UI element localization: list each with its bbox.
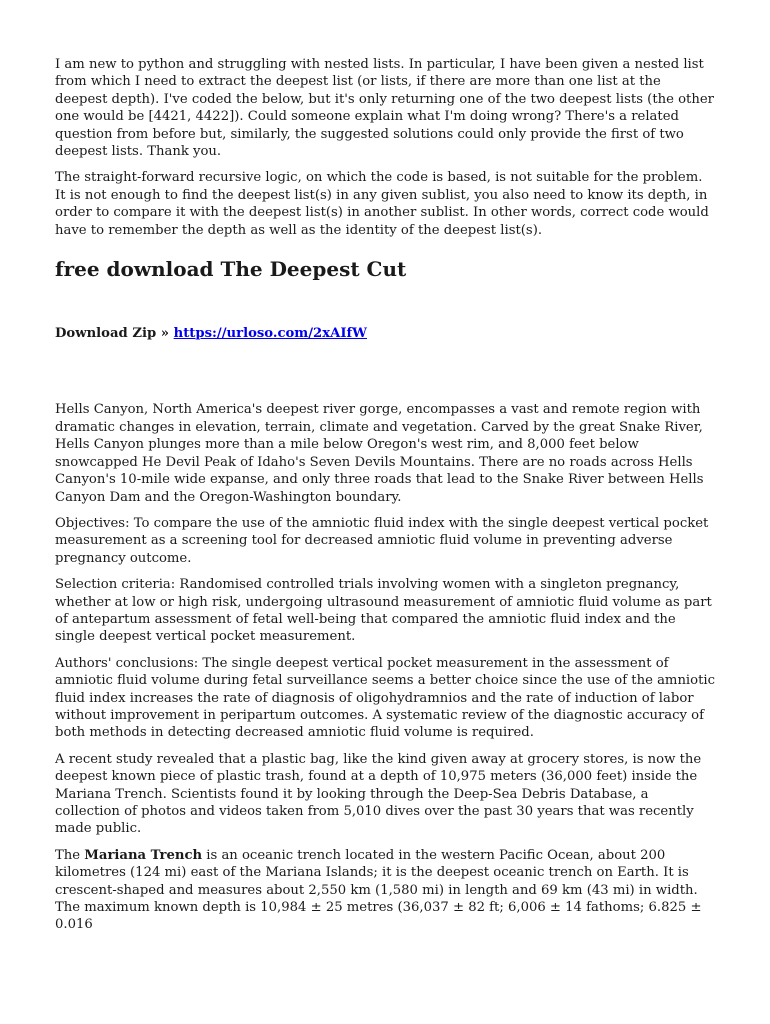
document-page xyxy=(55,56,717,934)
body-paragraph: A recent study revealed that a plastic bag, like the kind given away at grocery stores, is now the deepest known piece of plastic trash, found at a depth of 10,975 meters (36,000 feet) inside the Mariana Trench. Scientists found it by looking through the Deep-Sea Debris Database, a collection of photos and videos taken from 5,010 dives over the past 30 years that was recently made public. xyxy=(55,751,702,837)
body-paragraph: Hells Canyon, North America's deepest river gorge, encompasses a vast and remote region with dramatic changes in elevation, terrain, climate and vegetation. Carved by the great Snake River, Hells Canyon plunges more than a mile below Oregon's west rim, and 8,000 feet below snowcapped He Devil Peak of Idaho's Seven Devils Mountains. There are no roads across Hells Canyon's 10-mile wide expanse, and only three roads that lead to the Snake River between Hells Canyon Dam and the Oregon-Washington boundary. xyxy=(55,402,704,505)
paragraph-rest: is an oceanic trench located in the western Pacific Ocean, about 200 kilometres (124 mi) east of the Mariana Islands; it is the deepest oceanic trench on Earth. It is crescent-shaped and measures about 2,550 km (1,580 mi) in length and 69 km (43 mi) in width. The maximum known depth is 10,984 ± 25 metres (36,037 ± 82 ft; 6,006 ± 14 fathoms; 6.825 ± 0.016 xyxy=(55,847,702,933)
intro-paragraph: The straight-forward recursive logic, on which the code is based, is not suitable for the problem. It is not enough to find the deepest list(s) in any given sublist, you also need to know its depth, in order to compare it with the deepest list(s) in another sublist. In other words, correct code would have to remember the depth as well as the identity of the deepest list(s). xyxy=(55,170,709,238)
page-heading: free download The Deepest Cut xyxy=(55,257,407,282)
intro-paragraph: I am new to python and struggling with nested lists. In particular, I have been given a nested list from which I need to extract the deepest list (or lists, if there are more than one list at the deepest depth). I've coded the below, but it's only returning one of the two deepest lists (the other one would be [4421, 4422]). Could someone explain what I'm doing wrong? There's a related question from before but, similarly, the suggested solutions could only provide the first of two deepest lists. Thank you. xyxy=(55,57,714,160)
download-link[interactable]: https://urloso.com/2xAIfW xyxy=(173,326,367,342)
body-paragraph: Objectives: To compare the use of the amniotic fluid index with the single deepest vertical pocket measurement as a screening tool for decreased amniotic fluid volume in preventing adverse pregnancy outcome. xyxy=(55,515,709,566)
body-paragraph: Authors' conclusions: The single deepest vertical pocket measurement in the assessment of amniotic fluid volume during fetal surveillance seems a better choice since the use of the amniotic fluid index increases the rate of diagnosis of oligohydramnios and the rate of induction of labor without improvement in peripartum outcomes. A systematic review of the diagnostic accuracy of both methods in detecting decreased amniotic fluid volume is required. xyxy=(55,655,715,741)
download-line xyxy=(55,325,717,342)
body-paragraph: Selection criteria: Randomised controlled trials involving women with a singleton pregnancy, whether at low or high risk, undergoing ultrasound measurement of amniotic fluid volume as part of antepartum assessment of fetal well-being that compared the amniotic fluid index and the single deepest vertical pocket measurement. xyxy=(55,577,712,645)
bold-term: Mariana Trench xyxy=(84,847,203,863)
paragraph-prefix: The xyxy=(55,847,85,863)
download-label: Download Zip » xyxy=(55,326,170,342)
body-paragraph xyxy=(55,847,717,934)
